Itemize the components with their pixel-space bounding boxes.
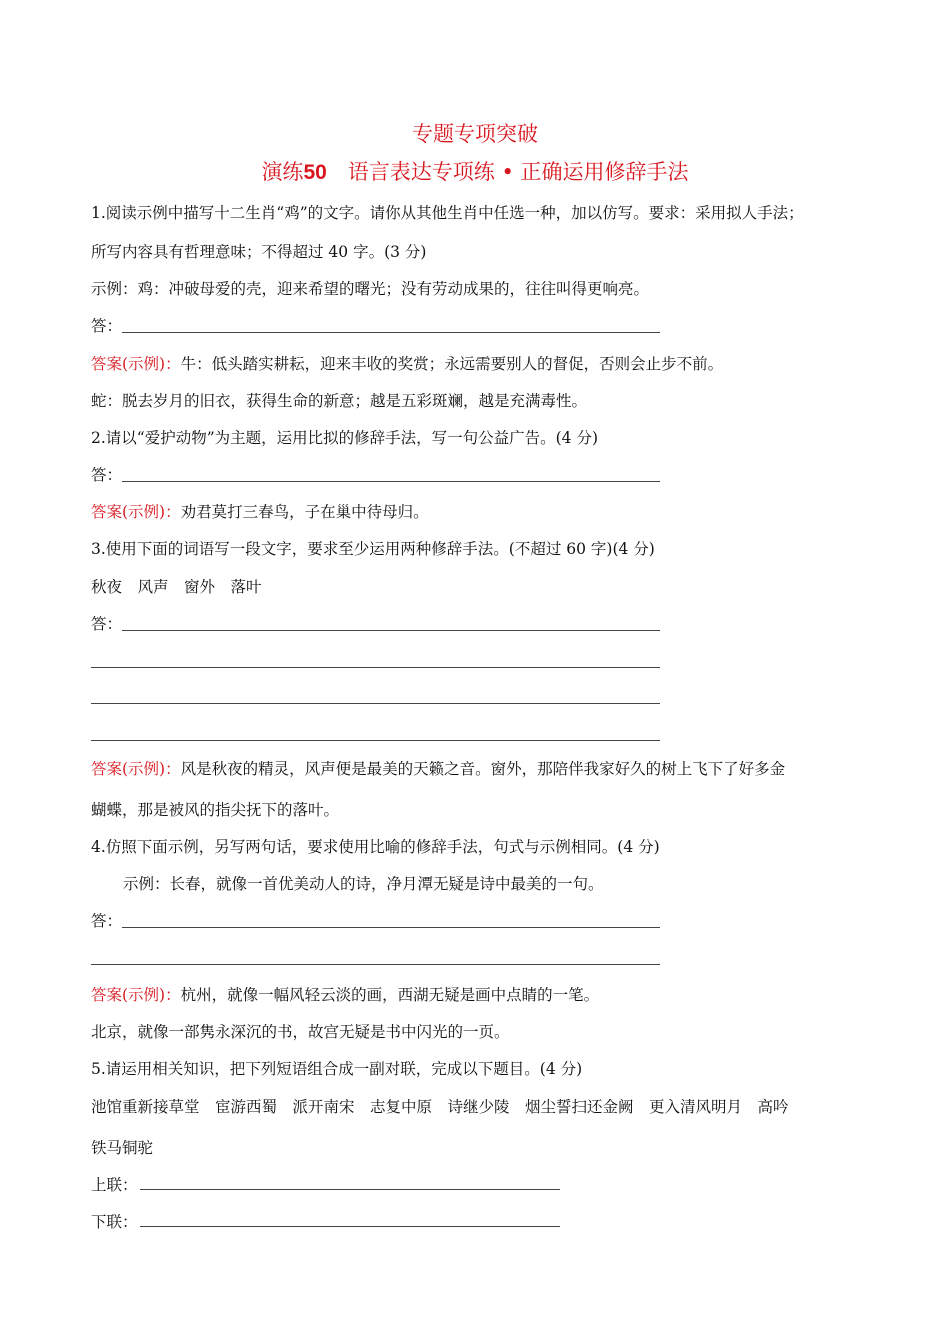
q2-text: 2.请以“爱护动物”为主题，运用比拟的修辞手法，写一句公益广告。(4 分) [91,429,599,447]
q3-answer-blank-4[interactable] [91,740,660,741]
q5-lower-blank[interactable] [140,1226,560,1227]
q3-key-line1 [91,757,785,779]
q2-key-text1: 劝君莫打三春鸟，子在巢中待母归。 [180,503,429,521]
subtitle-prefix: 演练 [261,160,304,184]
q3-answer-blank-2[interactable] [91,667,660,668]
q1-key-label: 答案(示例)： [91,355,181,373]
q3-text: 3.使用下面的词语写一段文字，要求至少运用两种修辞手法。(不超过 60 字)(4 分) [91,540,655,558]
q4-key-line2: 北京，就像一部隽永深沉的书，故宫无疑是书中闪光的一页。 [91,1023,510,1041]
q1-text-line2: 所写内容具有哲理意味；不得超过 40 字。(3 分) [91,243,427,261]
q3-key-text1: 风是秋夜的精灵，风声便是最美的天籁之音。窗外，那陪伴我家好久的树上飞下了好多金 [180,760,786,778]
page-subtitle [0,156,950,186]
q5-phrases-line2: 铁马铜驼 [91,1139,154,1157]
q3-answer-label: 答： [91,615,123,633]
q3-key-line2: 蝴蝶，那是被风的指尖抚下的落叶。 [91,801,340,819]
q2-key-label: 答案(示例)： [91,503,181,521]
subtitle-number: 50 [303,161,327,184]
q3-answer-blank-3[interactable] [91,703,660,704]
q1-answer-blank[interactable] [122,332,660,333]
q1-example: 示例：鸡：冲破母爱的壳，迎来希望的曙光；没有劳动成果的，往往叫得更响亮。 [91,280,650,298]
q3-answer-blank-1[interactable] [122,630,660,631]
q3-words: 秋夜 风声 窗外 落叶 [91,578,262,596]
q2-answer-label: 答： [91,466,123,484]
q4-answer-blank-2[interactable] [91,964,660,965]
q4-example: 示例：长春，就像一首优美动人的诗，净月潭无疑是诗中最美的一句。 [123,875,604,893]
q4-answer-blank-1[interactable] [122,927,660,928]
q4-key-label: 答案(示例)： [91,986,181,1004]
q4-text: 4.仿照下面示例，另写两句话，要求使用比喻的修辞手法，句式与示例相同。(4 分) [91,838,660,856]
q1-answer-label: 答： [91,317,123,335]
q5-lower-label: 下联： [91,1213,138,1231]
q1-key-text1: 牛：低头踏实耕耘，迎来丰收的奖赏；永远需要别人的督促，否则会止步不前。 [180,355,724,373]
q4-answer-label: 答： [91,912,123,930]
q1-key-line1 [91,352,723,374]
q5-upper-blank[interactable] [140,1189,560,1190]
q5-text: 5.请运用相关知识，把下列短语组合成一副对联，完成以下题目。(4 分) [91,1060,583,1078]
q3-key-label: 答案(示例)： [91,760,181,778]
q1-key-line2: 蛇：脱去岁月的旧衣，获得生命的新意；越是五彩斑斓，越是充满毒性。 [91,392,588,410]
q1-text-line1: 1.阅读示例中描写十二生肖“鸡”的文字。请你从其他生肖中任选一种，加以仿写。要求：采用拟人手法； [91,204,804,222]
q4-key-line1 [91,983,599,1005]
q2-answer-blank[interactable] [122,481,660,482]
q4-key-text1: 杭州，就像一幅风轻云淡的画，西湖无疑是画中点睛的一笔。 [180,986,600,1004]
q5-upper-label: 上联： [91,1176,138,1194]
q5-phrases-line1: 池馆重新接草堂 宦游西蜀 派开南宋 志复中原 诗继少陵 烟尘誓扫还金阙 更入清风明月 高吟 [91,1098,789,1116]
q2-key-line1 [91,500,429,522]
subtitle-rest: 语言表达专项练 • 正确运用修辞手法 [347,160,689,184]
page-title: 专题专项突破 [412,122,538,146]
